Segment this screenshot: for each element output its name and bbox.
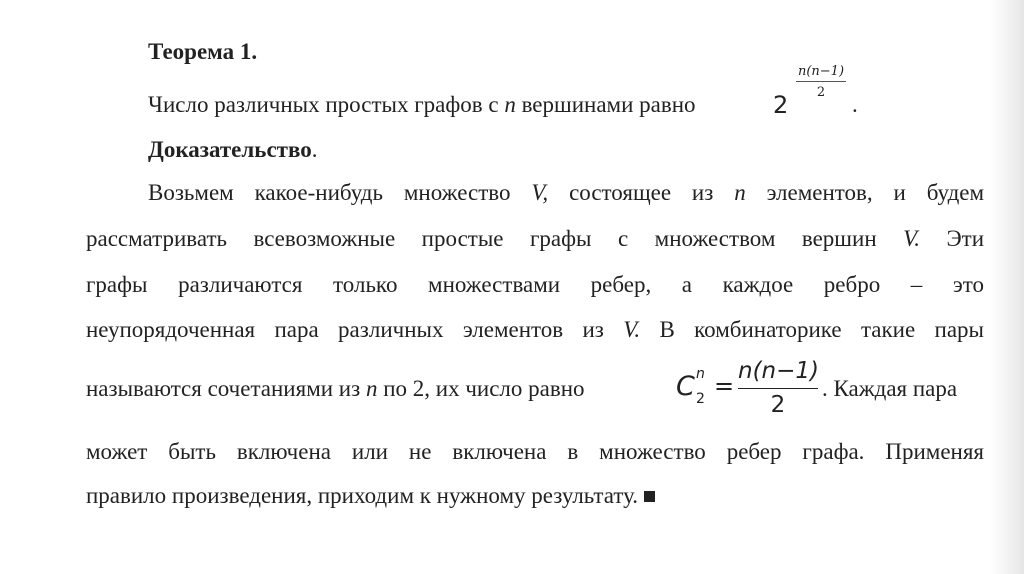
var-n: n <box>734 180 746 205</box>
formula-fraction-bar <box>738 388 818 389</box>
proof-line-2 <box>86 227 984 250</box>
proof-line-5-tail: . Каждая пара <box>822 376 958 401</box>
proof-title: Доказательство <box>148 137 312 162</box>
proof-line-2-part-a: рассматривать всевозможные простые графы с множеством вершин <box>86 226 877 251</box>
slide-edge-shadow <box>990 0 1024 574</box>
proof-line-4-part-a: неупорядоченная пара различных элементов из <box>86 317 604 342</box>
theorem-exponent-fraction <box>796 64 846 100</box>
proof-line-5-part-b: по 2, их число равно <box>383 376 585 401</box>
proof-line-7 <box>86 484 655 507</box>
formula-C: C <box>676 371 695 402</box>
formula-denominator: 2 <box>770 392 786 418</box>
theorem-title: Теорема 1. <box>148 39 258 64</box>
proof-line-5-text <box>86 377 585 400</box>
theorem-end-dot: . <box>852 92 858 117</box>
proof-line-6: может быть включена или не включена в множество ребер графа. Применяя <box>86 439 984 464</box>
theorem-statement-text: Число различных простых графов с <box>148 92 499 117</box>
exponent-fraction-bar <box>796 81 846 82</box>
exponent-numerator: n(n−1) <box>797 64 845 79</box>
theorem-power-base: 2 <box>773 91 789 119</box>
var-V: V. <box>903 226 920 251</box>
qed-square-icon <box>644 491 655 502</box>
formula-equals: = <box>714 372 735 400</box>
proof-line-4-part-b: В комбинаторике такие пары <box>659 317 985 342</box>
exponent-denominator: 2 <box>816 85 826 100</box>
proof-line-2-part-b: Эти <box>946 226 984 251</box>
proof-title-dot: . <box>311 137 318 162</box>
var-V: V, <box>531 180 549 205</box>
proof-line-1 <box>148 181 984 204</box>
proof-line-3: графы различаются только множествами ребер, а каждое ребро – это <box>86 272 984 297</box>
formula-subscript: 2 <box>696 391 705 407</box>
var-V: V. <box>623 317 641 342</box>
proof-line-1-part-b: состоящее из <box>569 180 714 205</box>
formula-numerator: n(n−1) <box>738 358 820 384</box>
proof-title-line <box>148 138 317 161</box>
combination-formula <box>676 358 822 420</box>
theorem-var-n: n <box>504 92 516 117</box>
proof-line-4 <box>86 318 984 341</box>
proof-line-7-text: правило произведения, приходим к нужному результату. <box>86 483 639 508</box>
var-n: n <box>365 376 378 401</box>
theorem-statement-mid: вершинами равно <box>521 92 696 117</box>
theorem-statement <box>148 93 696 116</box>
proof-line-1-part-a: Возьмем какое-нибудь множество <box>148 180 511 205</box>
proof-line-1-part-c: элементов, и будем <box>766 180 985 205</box>
proof-line-5-part-a: называются сочетаниями из <box>86 376 361 401</box>
formula-superscript: n <box>696 366 705 382</box>
